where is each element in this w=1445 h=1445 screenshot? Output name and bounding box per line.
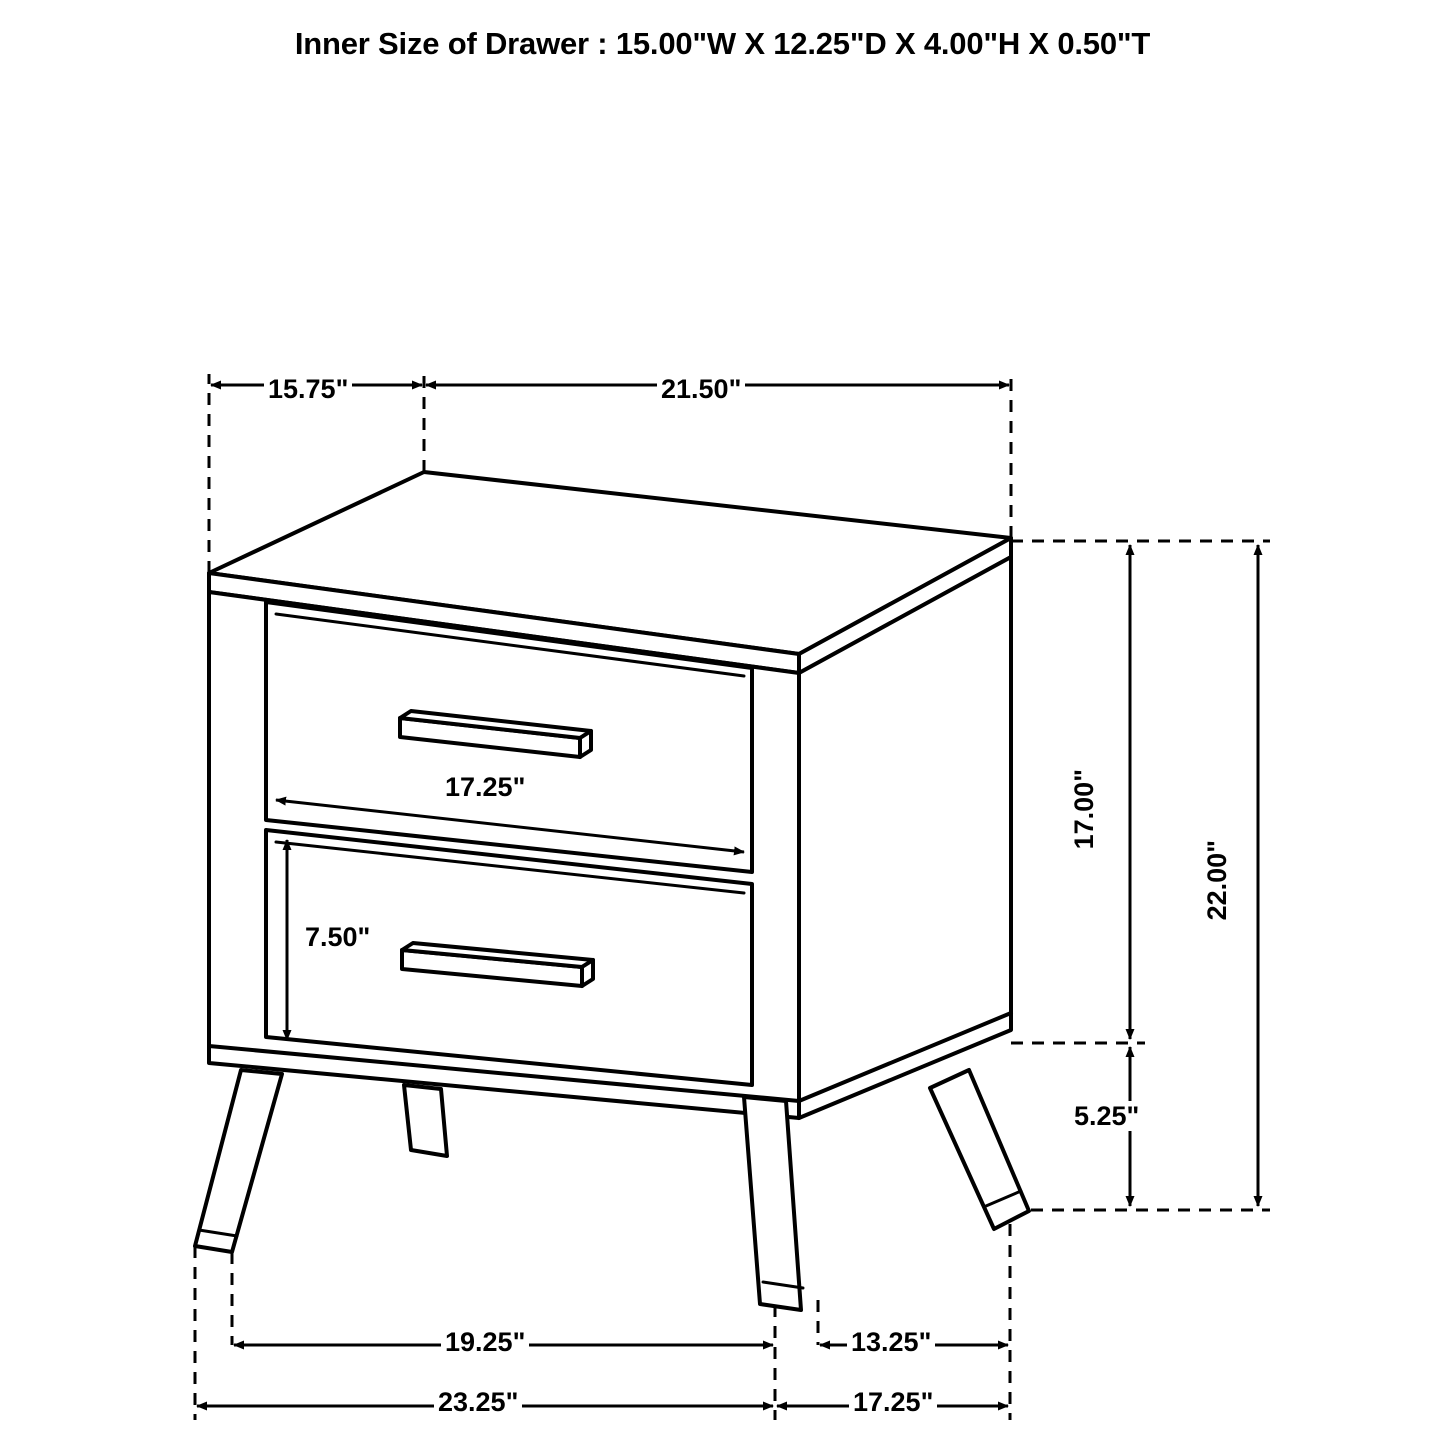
leg-back-right — [930, 1070, 1029, 1229]
dim-label-side-leg-span: 13.25" — [847, 1327, 935, 1357]
leg-front-right — [744, 1097, 803, 1310]
dim-label-top-depth: 15.75" — [264, 374, 352, 404]
dim-label-front-leg-span: 19.25" — [441, 1327, 529, 1357]
leg-front-left — [195, 1070, 282, 1252]
dim-label-leg-height: 5.25" — [1070, 1101, 1143, 1131]
dim-label-lower-drawer-height: 7.50" — [301, 922, 374, 952]
dim-label-case-height: 17.00" — [1066, 767, 1102, 851]
dim-label-top-width: 21.50" — [657, 374, 745, 404]
dim-label-base-depth: 17.25" — [849, 1387, 937, 1417]
dim-label-base-width: 23.25" — [434, 1387, 522, 1417]
page-title: Inner Size of Drawer : 15.00"W X 12.25"D X 4.00"H X 0.50"T — [294, 26, 1151, 61]
dim-label-drawer-width: 17.25" — [441, 772, 529, 802]
leg-back-left — [404, 1085, 447, 1156]
dim-label-total-height: 22.00" — [1199, 838, 1235, 922]
